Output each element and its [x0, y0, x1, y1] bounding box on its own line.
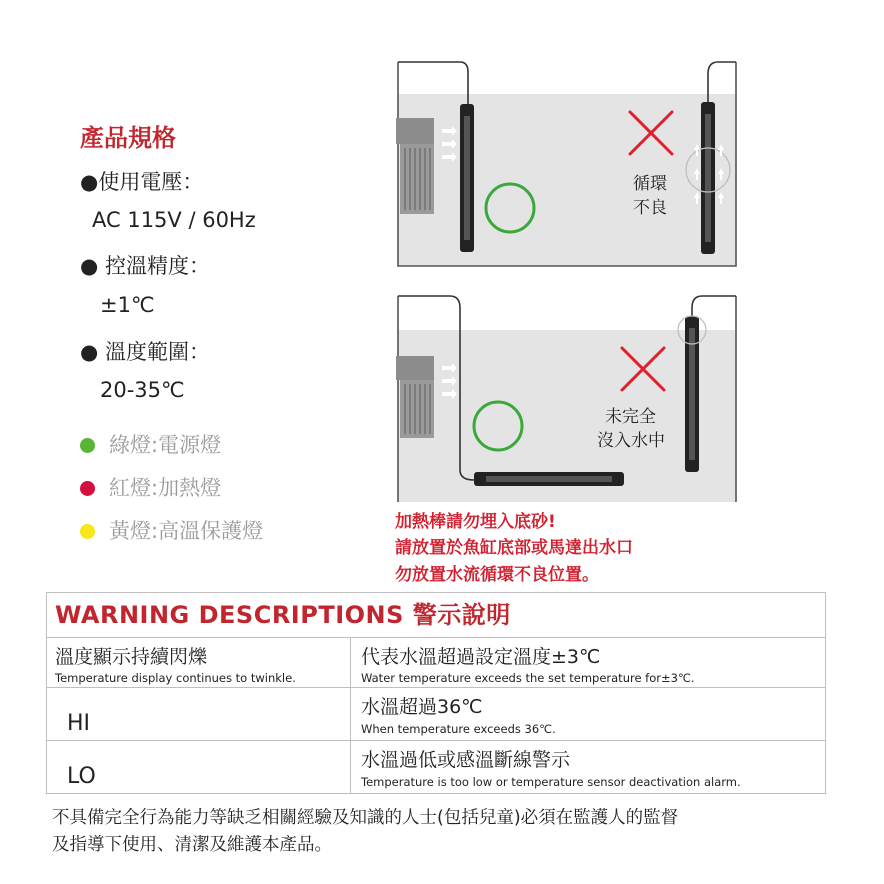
warning-cell-condition [47, 741, 351, 793]
row3-code: LO [67, 764, 96, 789]
row2-right-en: When temperature exceeds 36℃. [361, 722, 556, 736]
caption-line3: 勿放置水流循環不良位置。 [395, 565, 599, 585]
top-bad-label-line2: 不良 [633, 198, 667, 218]
row3-right-en: Temperature is too low or temperature sensor deactivation alarm. [361, 775, 741, 789]
range-value: 20-35℃ [100, 378, 185, 402]
bottom-bad-label [597, 405, 665, 453]
table-row [47, 741, 825, 793]
bottom-tank-illustration [396, 296, 736, 502]
green-light-icon [80, 438, 95, 453]
row2-code: HI [67, 711, 91, 736]
row1-left-zh: 溫度顯示持續閃爍 [55, 646, 208, 668]
top-bad-label-line1: 循環 [633, 174, 667, 194]
legend-yellow-text: 黃燈:高溫保護燈 [109, 519, 264, 543]
warning-cell-meaning [351, 741, 825, 793]
row1-right-zh: 代表水溫超過設定溫度±3℃ [361, 646, 601, 668]
warning-table [46, 592, 826, 794]
legend-yellow [80, 515, 263, 545]
top-tank-illustration [396, 62, 736, 266]
warning-title: WARNING DESCRIPTIONS 警示說明 [47, 593, 825, 638]
bottom-bad-label-line2: 沒入水中 [597, 431, 665, 451]
row1-left-en: Temperature display continues to twinkle. [55, 671, 296, 685]
legend-green-text: 綠燈:電源燈 [109, 433, 222, 457]
precision-value: ±1℃ [100, 293, 155, 317]
top-bad-label [633, 172, 667, 220]
legend-green [80, 429, 221, 459]
heater-placement-diagram [390, 52, 740, 502]
warning-cell-condition [47, 688, 351, 740]
voltage-value: AC 115V / 60Hz [92, 208, 256, 232]
caption-line2: 請放置於魚缸底部或馬達出水口 [395, 538, 633, 558]
notice-line2: 及指導下使用、清潔及維護本產品。 [52, 835, 332, 855]
precision-label: ● 控溫精度： [80, 254, 210, 278]
bottom-bad-label-line1: 未完全 [605, 407, 656, 427]
notice-line1: 不具備完全行為能力等缺乏相關經驗及知識的人士(包括兒童)必須在監護人的監督 [52, 808, 679, 828]
row3-right-zh: 水溫過低或感溫斷線警示 [361, 749, 571, 771]
warning-cell-meaning [351, 638, 825, 687]
warning-cell-condition [47, 638, 351, 687]
caption-line1: 加熱棒請勿埋入底砂! [395, 512, 556, 532]
spec-title: 產品規格 [80, 124, 176, 152]
row1-right-en: Water temperature exceeds the set temperature for±3℃. [361, 671, 695, 685]
table-row [47, 638, 825, 688]
red-light-icon [80, 481, 95, 496]
legend-red [80, 472, 221, 502]
legend-red-text: 紅燈:加熱燈 [109, 476, 222, 500]
table-row [47, 688, 825, 741]
voltage-label: ●使用電壓： [80, 170, 204, 194]
yellow-light-icon [80, 524, 95, 539]
range-label: ● 溫度範圍： [80, 340, 210, 364]
warning-cell-meaning [351, 688, 825, 740]
row2-right-zh: 水溫超過36℃ [361, 696, 483, 718]
